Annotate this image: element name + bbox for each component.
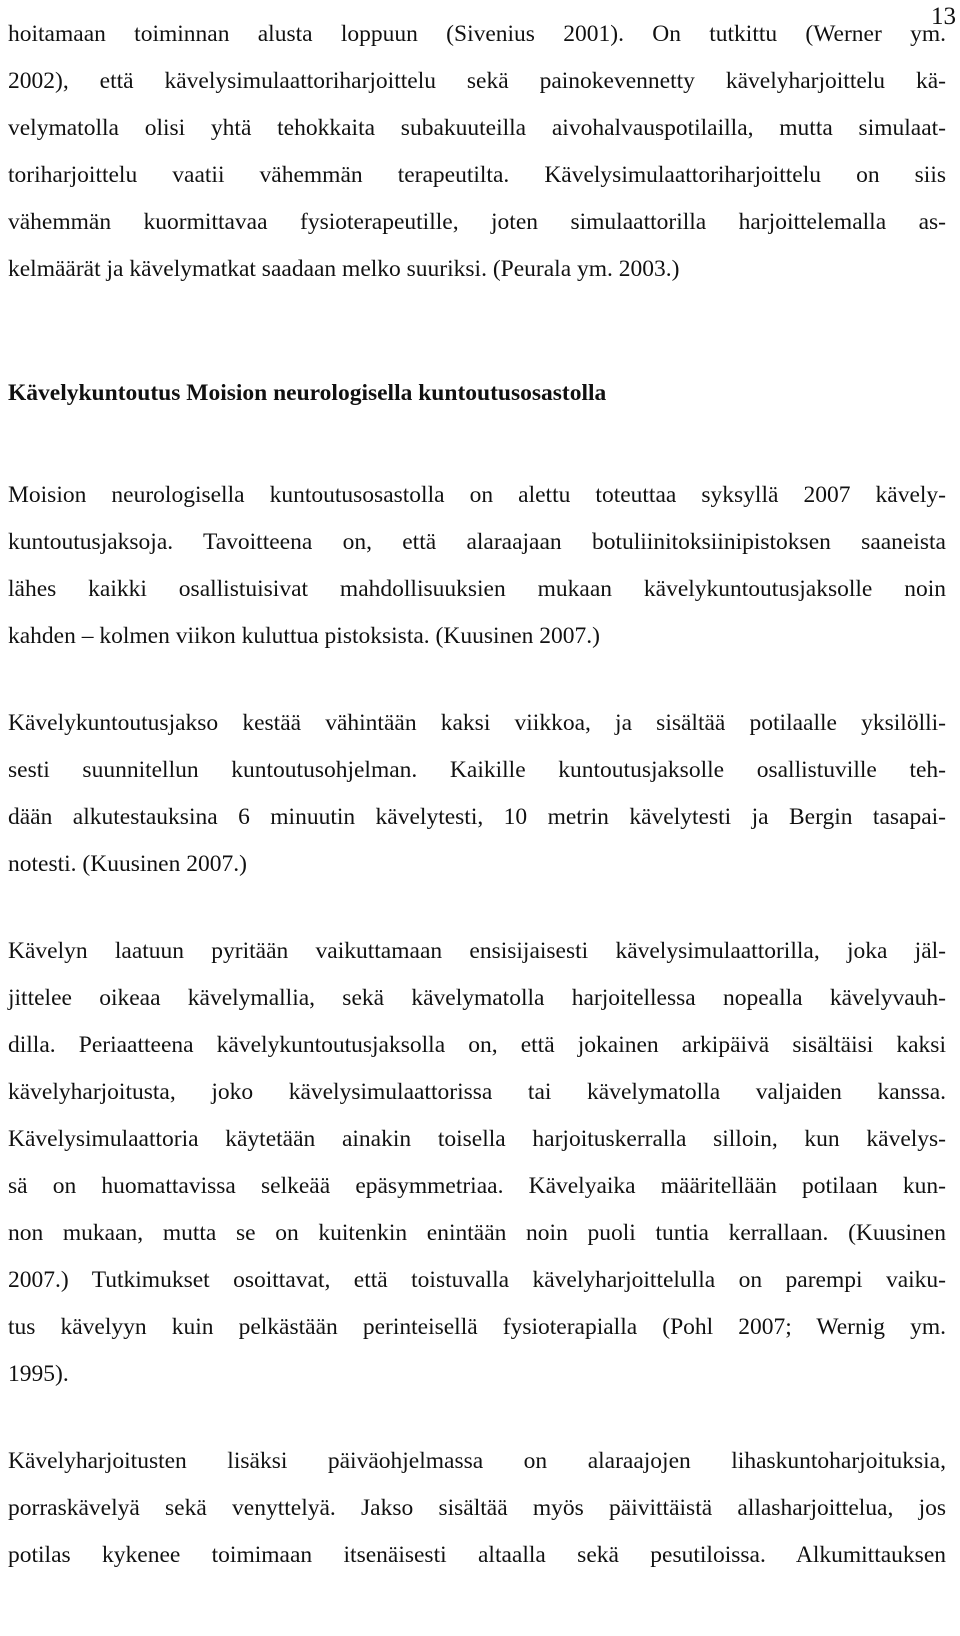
paragraph-line: non mukaan, mutta se on kuitenkin enintään noin puoli tuntia kerrallaan. (Kuusinen (8, 1220, 946, 1246)
paragraph-line: jittelee oikeaa kävelymallia, sekä kävelymatolla harjoitellessa nopealla kävelyvauh- (8, 985, 946, 1011)
paragraph-line: 2002), että kävelysimulaattoriharjoittelu sekä painokevennetty kävelyharjoittelu kä- (8, 68, 946, 94)
paragraph-line: tus kävelyyn kuin pelkästään perinteisellä fysioterapialla (Pohl 2007; Wernig ym. (8, 1314, 946, 1340)
paragraph-line: dään alkutestauksina 6 minuutin kävelytesti, 10 metrin kävelytesti ja Bergin tasapai- (8, 804, 946, 830)
paragraph-line: toriharjoittelu vaatii vähemmän terapeutilta. Kävelysimulaattoriharjoittelu on siis (8, 162, 946, 188)
paragraph-line: Kävelyn laatuun pyritään vaikuttamaan ensisijaisesti kävelysimulaattorilla, joka jäl- (8, 938, 946, 964)
paragraph-line: kuntoutusjaksoja. Tavoitteena on, että alaraajaan botuliinitoksiinipistoksen saaneista (8, 529, 946, 555)
paragraph-line: sä on huomattavissa selkeää epäsymmetriaa. Kävelyaika määritellään potilaan kun- (8, 1173, 946, 1199)
page-number: 13 (931, 3, 956, 30)
paragraph-line: dilla. Periaatteena kävelykuntoutusjaksolla on, että jokainen arkipäivä sisältäisi kaksi (8, 1032, 946, 1058)
section-heading: Kävelykuntoutus Moision neurologisella kuntoutusosastolla (8, 380, 607, 406)
paragraph-line: notesti. (Kuusinen 2007.) (8, 851, 247, 877)
paragraph-line: porraskävelyä sekä venyttelyä. Jakso sisältää myös päivittäistä allasharjoittelua, jos (8, 1495, 946, 1521)
paragraph-line: velymatolla olisi yhtä tehokkaita subakuuteilla aivohalvauspotilailla, mutta simulaat- (8, 115, 946, 141)
paragraph-line: Kävelykuntoutusjakso kestää vähintään kaksi viikkoa, ja sisältää potilaalle yksilölli- (8, 710, 946, 736)
paragraph-line: 1995). (8, 1361, 69, 1387)
paragraph-line: Kävelyharjoitusten lisäksi päiväohjelmassa on alaraajojen lihaskuntoharjoituksia, (8, 1448, 946, 1474)
paragraph-line: hoitamaan toiminnan alusta loppuun (Sivenius 2001). On tutkittu (Werner ym. (8, 21, 946, 47)
paragraph-line: kelmäärät ja kävelymatkat saadaan melko suuriksi. (Peurala ym. 2003.) (8, 256, 680, 282)
paragraph-line: Kävelysimulaattoria käytetään ainakin toisella harjoituskerralla silloin, kun kävelys- (8, 1126, 946, 1152)
paragraph-line: 2007.) Tutkimukset osoittavat, että toistuvalla kävelyharjoittelulla on parempi vaiku- (8, 1267, 946, 1293)
paragraph-line: kävelyharjoitusta, joko kävelysimulaattorissa tai kävelymatolla valjaiden kanssa. (8, 1079, 946, 1105)
paragraph-line: lähes kaikki osallistuisivat mahdollisuuksien mukaan kävelykuntoutusjaksolle noin (8, 576, 946, 602)
paragraph-line: sesti suunnitellun kuntoutusohjelman. Kaikille kuntoutusjaksolle osallistuville teh- (8, 757, 946, 783)
paragraph-line: vähemmän kuormittavaa fysioterapeutille, joten simulaattorilla harjoittelemalla as- (8, 209, 946, 235)
paragraph-line: potilas kykenee toimimaan itsenäisesti altaalla sekä pesutiloissa. Alkumittauksen (8, 1542, 946, 1568)
paragraph-line: Moision neurologisella kuntoutusosastolla on alettu toteuttaa syksyllä 2007 kävely- (8, 482, 946, 508)
paragraph-line: kahden – kolmen viikon kuluttua pistoksista. (Kuusinen 2007.) (8, 623, 601, 649)
